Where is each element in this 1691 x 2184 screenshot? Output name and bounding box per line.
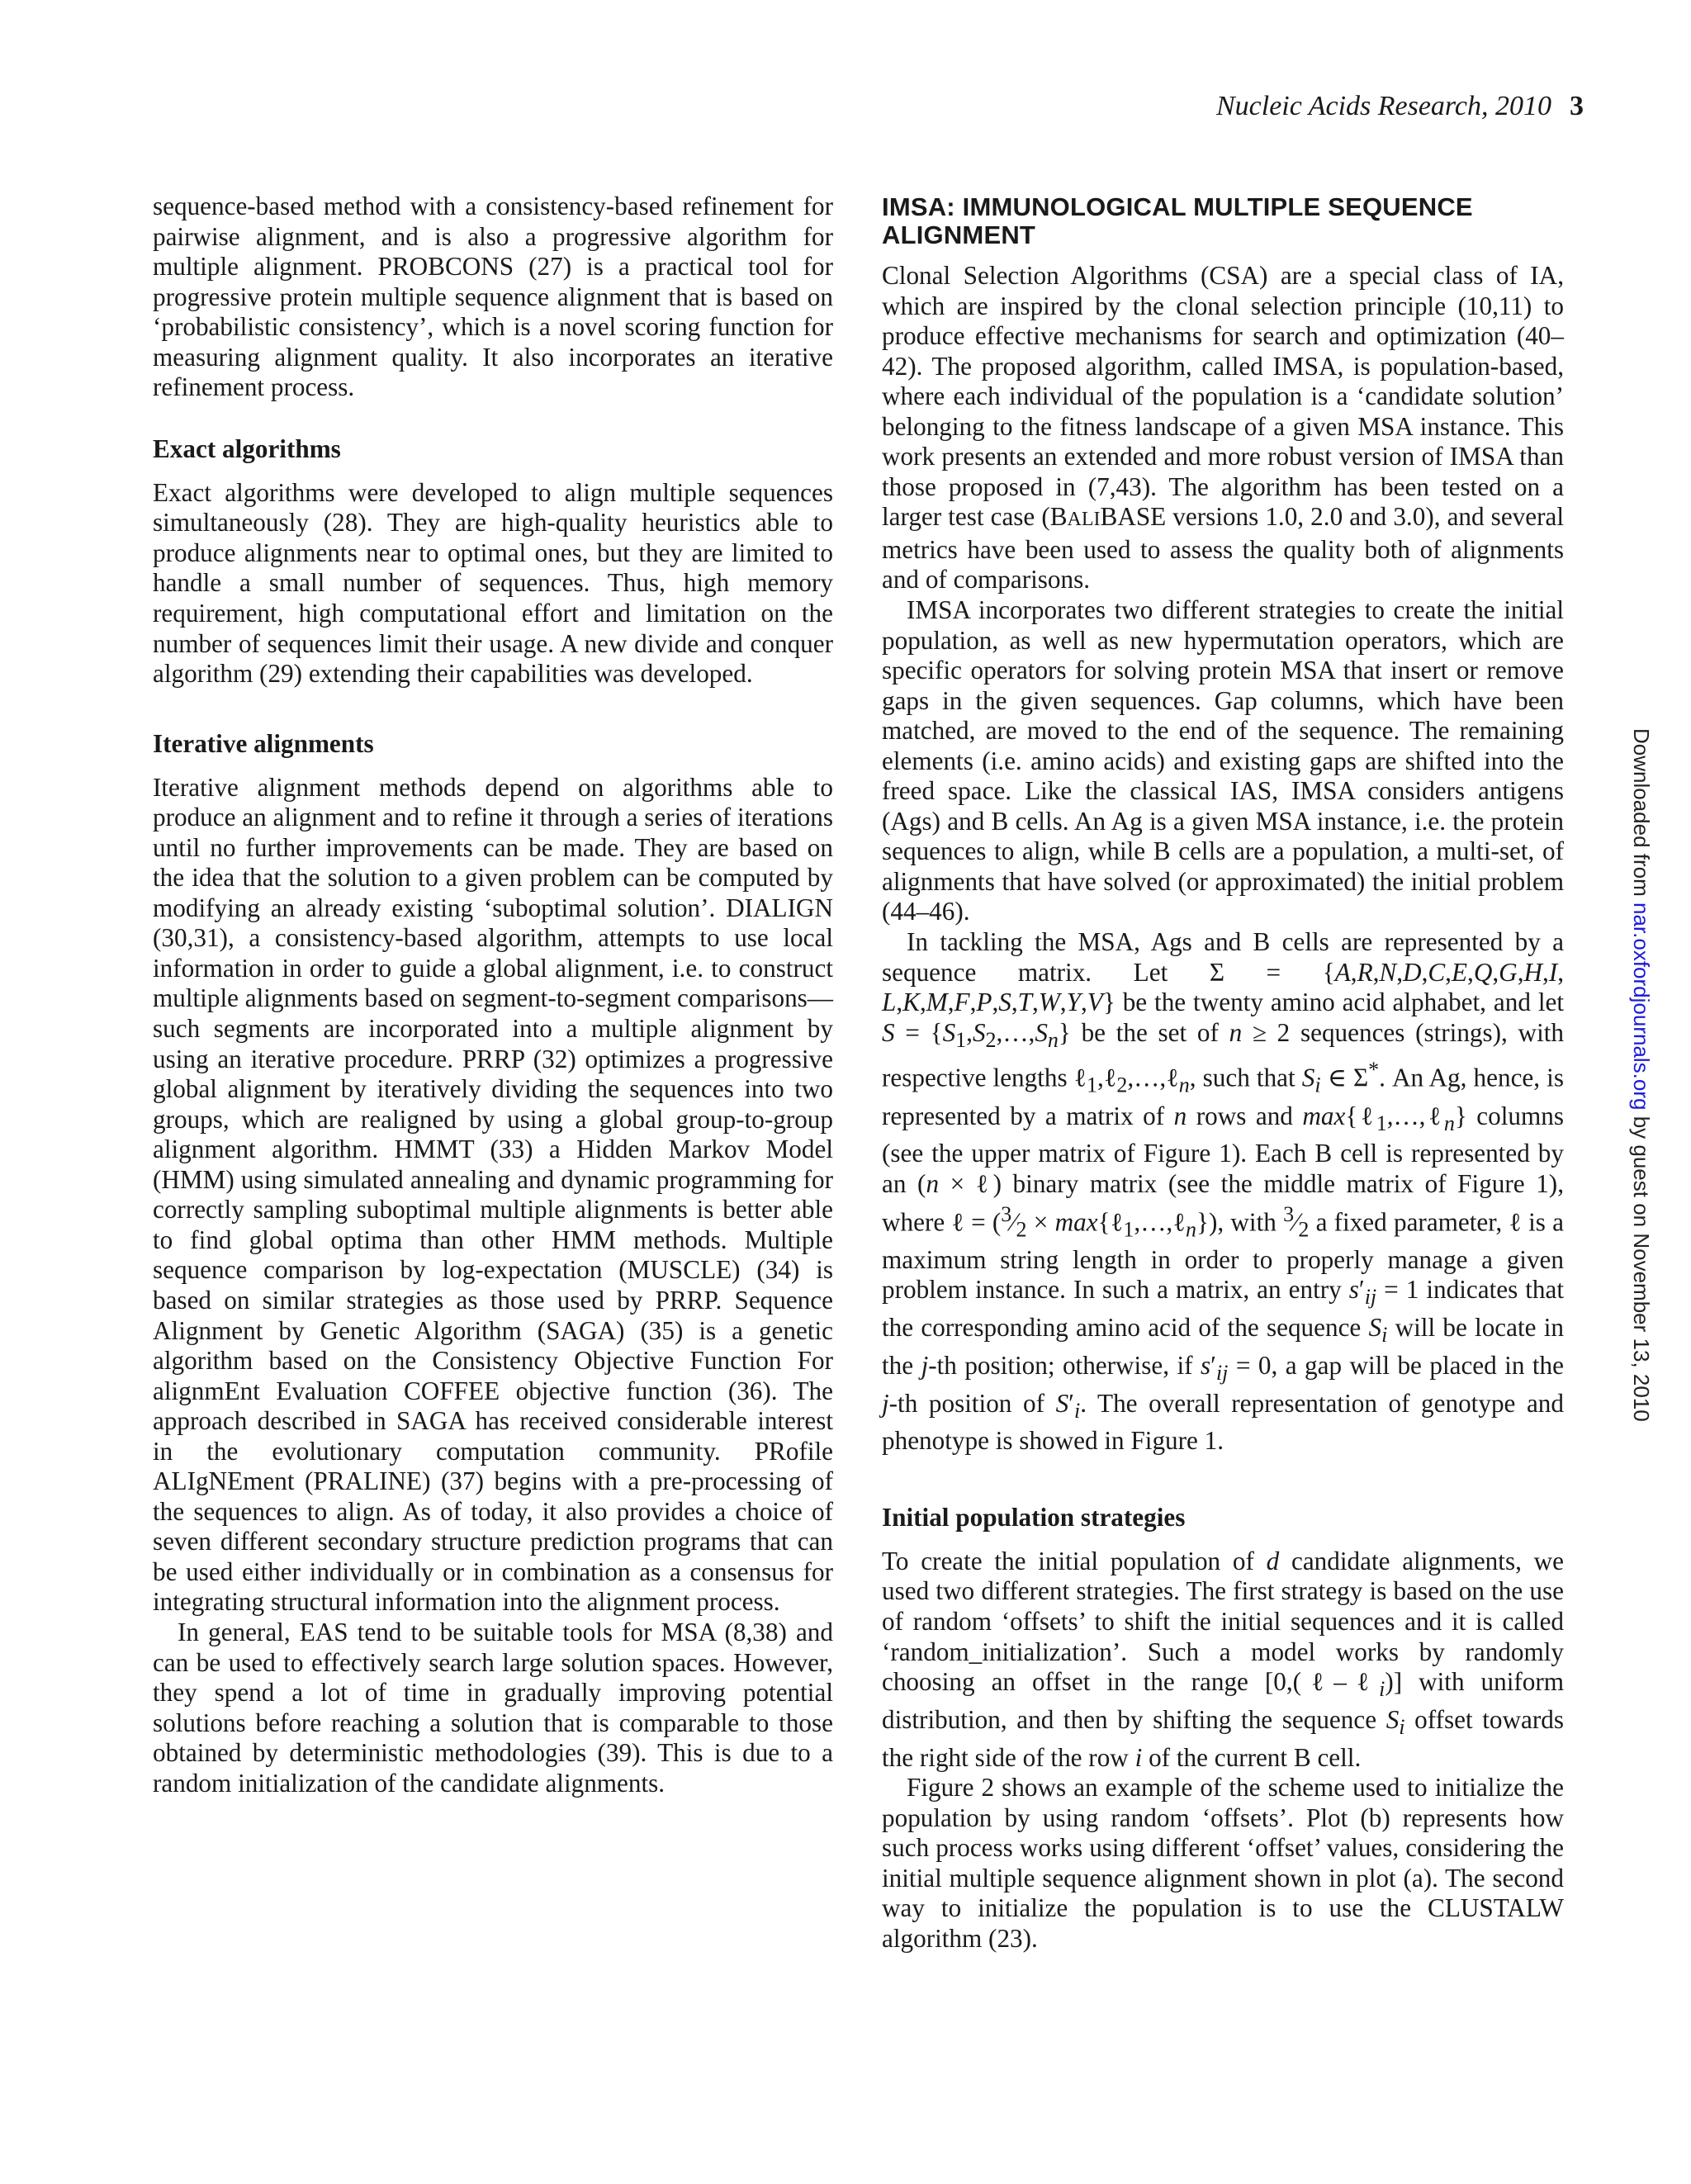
paragraph-figure2: Figure 2 shows an example of the scheme used to initialize the population by using random ‘offsets’. Plot (b) represents how such process works using different ‘offset’ values, considering the initial multiple sequence alignment shown in plot (a). The second way to initialize the population is to use the CLUSTALW algorithm (23). [882, 1773, 1564, 1953]
download-watermark [1631, 728, 1652, 1422]
right-column [882, 192, 1564, 1954]
balibase-smallcaps: ALI [1067, 509, 1101, 531]
left-column [153, 192, 833, 1798]
paragraph-strategies: IMSA incorporates two different strategies to create the initial population, as well as new hypermutation operators, which are specific operators for solving protein MSA that insert or remove gaps in the given sequences. Gap columns, which have been matched, are moved to the end of the sequence. The remaining elements (i.e. amino acids) and existing gaps are shifted into the freed space. Like the classical IAS, IMSA considers antigens (Ags) and B cells. An Ag is a given MSA instance, i.e. the protein sequences to align, while B cells are a population, a multi-set, of alignments that have solved (or approximated) the initial problem (44–46). [882, 595, 1564, 926]
heading-exact-algorithms: Exact algorithms [153, 433, 341, 463]
heading-initial-population: Initial population strategies [882, 1502, 1186, 1532]
page-number: 3 [1570, 91, 1584, 121]
paragraph-iterative-alignments: Iterative alignment methods depend on algorithms able to produce an alignment and to refine it through a series of iterations until no further improvements can be made. They are based on the idea that the solution to a given problem can be computed by modifying an already existing ‘suboptimal solution’. DIALIGN (30,31), a consistency-based algorithm, attempts to use local information in order to guide a global alignment, i.e. to construct multiple alignments based on segment-to-segment comparisons—such segments are incorporated into a multiple alignment by using an iterative procedure. PRRP (32) optimizes a progressive global alignment by iteratively dividing the sequences into two groups, which are realigned by using a global group-to-group alignment algorithm. HMMT (33) a Hidden Markov Model (HMM) using simulated annealing and dynamic programming for correctly sampling suboptimal multiple alignments is better able to find global optima than other HMM methods. Multiple sequence comparison by log-expectation (MUSCLE) (34) is based on similar strategies as those used by PRRP. Sequence Alignment by Genetic Algorithm (SAGA) (35) is a genetic algorithm based on the Consistency Objective Function For alignmEnt Evaluation COFFEE objective function (36). The approach described in SAGA has received considerable interest in the evolutionary computation community. PRofile ALIgNEment (PRALINE) (37) begins with a pre-processing of the sequences to align. As of today, it also provides a choice of seven different secondary structure prediction programs that can be used either individually or in combination as a consensus for integrating structural information into the alignment process. [153, 772, 833, 1617]
paragraph-csa: Clonal Selection Algorithms (CSA) are a special class of IA, which are inspired by the clonal selection principle (10,11) to produce effective mechanisms for search and optimization (40–42). The proposed algorithm, called IMSA, is population-based, where each individual of the population is a ‘candidate solution’ belonging to the fitness landscape of a given MSA instance. This work presents an extended and more robust version of IMSA than those proposed in (7,43). The algorithm has been tested on a larger test case (BALIBASE versions 1.0, 2.0 and 3.0), and several metrics have been used to assess the quality both of alignments and of comparisons. [882, 261, 1564, 595]
paragraph-representation: In tackling the MSA, Ags and B cells are represented by a sequence matrix. Let Σ = {A,R,N,D,C,E,Q,G,H,I, L,K,M,F,P,S,T,W,Y,V} be the twenty amino acid alphabet, and let $S = \{S_1,S_2,\dots,S_n\}$ be the set of n ≥ 2 sequences (strings), with respective lengths ℓ$_1$,ℓ$_2$,…,ℓ$_n$, such that $S_i$ ∈ Σ*. An Ag, hence, is represented by a matrix of n rows and max{ℓ$_1$,…,ℓ$_n$} columns (see the upper matrix of Figure 1). Each B cell is represented by an (n × ℓ) binary matrix (see the middle matrix of Figure 1), where ℓ = ($^3⁄_2$ × max{ℓ$_1$,…,ℓ$_n$}), with $^3⁄_2$ a fixed parameter, ℓ is a maximum string length in order to properly manage a given problem instance. In such a matrix, an entry $s'_{ij} = 1$ indicates that the corresponding amino acid of the sequence $S_i$ will be locate in the j-th position; otherwise, if $s'_{ij} = 0$, a gap will be placed in the j-th position of $S'_i$. The overall representation of genotype and phenotype is showed in Figure 1. [882, 927, 1565, 1456]
paragraph-initial-population: To create the initial population of d candidate alignments, we used two different strategies. The first strategy is based on the use of random ‘offsets’ to shift the initial sequences and it is called ‘random_initialization’. Such a model works by randomly choosing an offset in the range [0,(ℓ–ℓ$_i$)] with uniform distribution, and then by shifting the sequence $S_i$ offset towards the right side of the row i of the current B cell. [882, 1546, 1565, 1772]
paragraph-general: In general, EAS tend to be suitable tools for MSA (8,38) and can be used to effectively search large solution spaces. However, they spend a lot of time in gradually improving potential solutions before reaching a solution that is comparable to those obtained by deterministic methodologies (39). This is due to a random initialization of the candidate alignments. [153, 1617, 833, 1798]
running-header [1216, 92, 1584, 121]
journal-name: Nucleic Acids Research, 2010 [1215, 91, 1551, 121]
download-suffix: by guest on November 13, 2010 [1629, 1110, 1654, 1422]
heading-iterative-alignments: Iterative alignments [153, 728, 374, 758]
paragraph-intro: sequence-based method with a consistency-based refinement for pairwise alignment, and is also a progressive algorithm for multiple alignment. PROBCONS (27) is a practical tool for progressive protein multiple sequence alignment that is based on ‘probabilistic consistency’, which is a novel scoring function for measuring alignment quality. It also incorporates an iterative refinement process. [153, 192, 833, 402]
paragraph-exact-algorithms: Exact algorithms were developed to align multiple sequences simultaneously (28). They are high-quality heuristics able to produce alignments near to optimal ones, but they are limited to handle a small number of sequences. Thus, high memory requirement, high computational effort and limitation on the number of sequences limit their usage. A new divide and conquer algorithm (29) extending their capabilities was developed. [153, 477, 833, 689]
journal-site-link[interactable]: nar.oxfordjournals.org [1629, 902, 1654, 1111]
download-prefix: Downloaded from [1629, 728, 1654, 902]
section-title-imsa: IMSA: IMMUNOLOGICAL MULTIPLE SEQUENCE ALIGNMENT [882, 192, 1473, 249]
